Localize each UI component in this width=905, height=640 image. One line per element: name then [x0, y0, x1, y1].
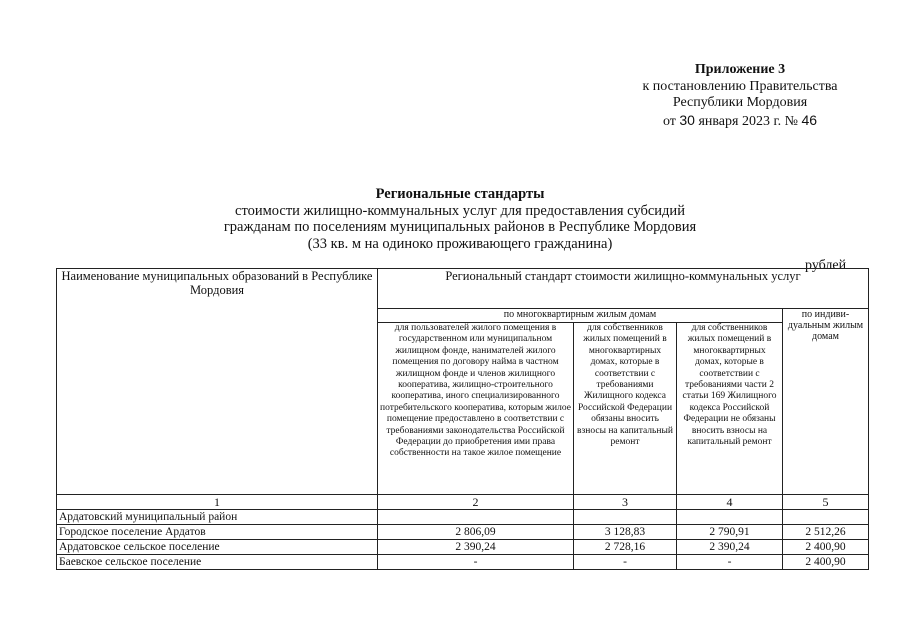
value-individual-houses: 2 512,26 — [783, 525, 869, 540]
appendix-title: Приложение 3 — [694, 62, 786, 77]
appendix-line-1: к постановлению Правительства — [642, 78, 838, 94]
document-subtitle-2: гражданам по поселениям муниципальных районов в Республике Мордовия — [223, 219, 697, 235]
date-prefix: от — [662, 113, 676, 129]
column-number: 3 — [574, 495, 677, 510]
value-owners-with-fee: 2 728,16 — [574, 540, 677, 555]
date-day: 30 — [679, 111, 695, 128]
individual-houses-header: по индиви-дуальным жилым домам — [783, 309, 869, 495]
municipality-column-header: Наименование муниципальных образований в Республике Мордовия — [57, 269, 378, 495]
appendix-line-2: Республики Мордовия — [672, 95, 808, 110]
appendix-block — [600, 62, 880, 130]
document-subtitle-3: (33 кв. м на одиноко проживающего гражданина) — [307, 235, 613, 252]
currency-unit: рублей — [805, 258, 847, 273]
value-owners-without-fee: 2 790,91 — [677, 525, 783, 540]
date-middle: января 2023 г. № — [698, 113, 798, 129]
settlement-name: Баевское сельское поселение — [57, 555, 378, 570]
document-title: Региональные стандарты — [375, 186, 545, 202]
value-owners-with-fee: - — [574, 555, 677, 570]
value-tenants: 2 806,09 — [378, 525, 574, 540]
apartment-buildings-header: по многоквартирным жилым домам — [378, 309, 783, 323]
region-name: Ардатовский муниципальный район — [57, 510, 378, 525]
decree-number: 46 — [801, 111, 818, 128]
value-individual-houses: 2 400,90 — [783, 540, 869, 555]
appendix-date-line — [600, 112, 880, 131]
column-number: 4 — [677, 495, 783, 510]
owners-with-fee-column-header: для собственников жилых помещений в многоквартирных домах, которые в соответствии с требованиями Жилищного кодекса Российской Федерации обязаны вносить взносы на капитальный ремонт — [574, 323, 677, 495]
value-tenants: - — [378, 555, 574, 570]
column-numbers-row — [57, 495, 869, 510]
tenants-column-header: для пользователей жилого помещения в государственном или муниципальном жилищном фонде, нанимателей жилого помещения по договору найма в частном жилищном фонде и членов жилищного кооператива, жилищно-строительного кооператива, иного специализированного потребительского кооператива, которым жилое помещение предоставлено в соответствии с требованиями законодательства Российской Федерации до приобретения ими права собственности на такое жилое помещение — [378, 323, 574, 495]
owners-without-fee-column-header: для собственников жилых помещений в многоквартирных домах, которые в соответствии с требованиями части 2 статьи 169 Жилищного кодекса Российской Федерации не обязаны вносить взносы на капитальный ремонт — [677, 323, 783, 495]
column-number: 1 — [57, 495, 378, 510]
table-row — [57, 540, 869, 555]
value-owners-with-fee: 3 128,83 — [574, 525, 677, 540]
column-number: 2 — [378, 495, 574, 510]
value-tenants: 2 390,24 — [378, 540, 574, 555]
standard-group-header: Региональный стандарт стоимости жилищно-коммунальных услуг — [378, 269, 869, 309]
settlement-name: Ардатовское сельское поселение — [57, 540, 378, 555]
value-owners-without-fee: 2 390,24 — [677, 540, 783, 555]
document-heading — [150, 186, 770, 252]
table-row — [57, 525, 869, 540]
table-row — [57, 555, 869, 570]
region-row — [57, 510, 869, 525]
settlement-name: Городское поселение Ардатов — [57, 525, 378, 540]
value-individual-houses: 2 400,90 — [783, 555, 869, 570]
document-subtitle-1: стоимости жилищно-коммунальных услуг для предоставления субсидий — [235, 202, 685, 219]
standards-table — [56, 268, 869, 570]
column-number: 5 — [783, 495, 869, 510]
value-owners-without-fee: - — [677, 555, 783, 570]
